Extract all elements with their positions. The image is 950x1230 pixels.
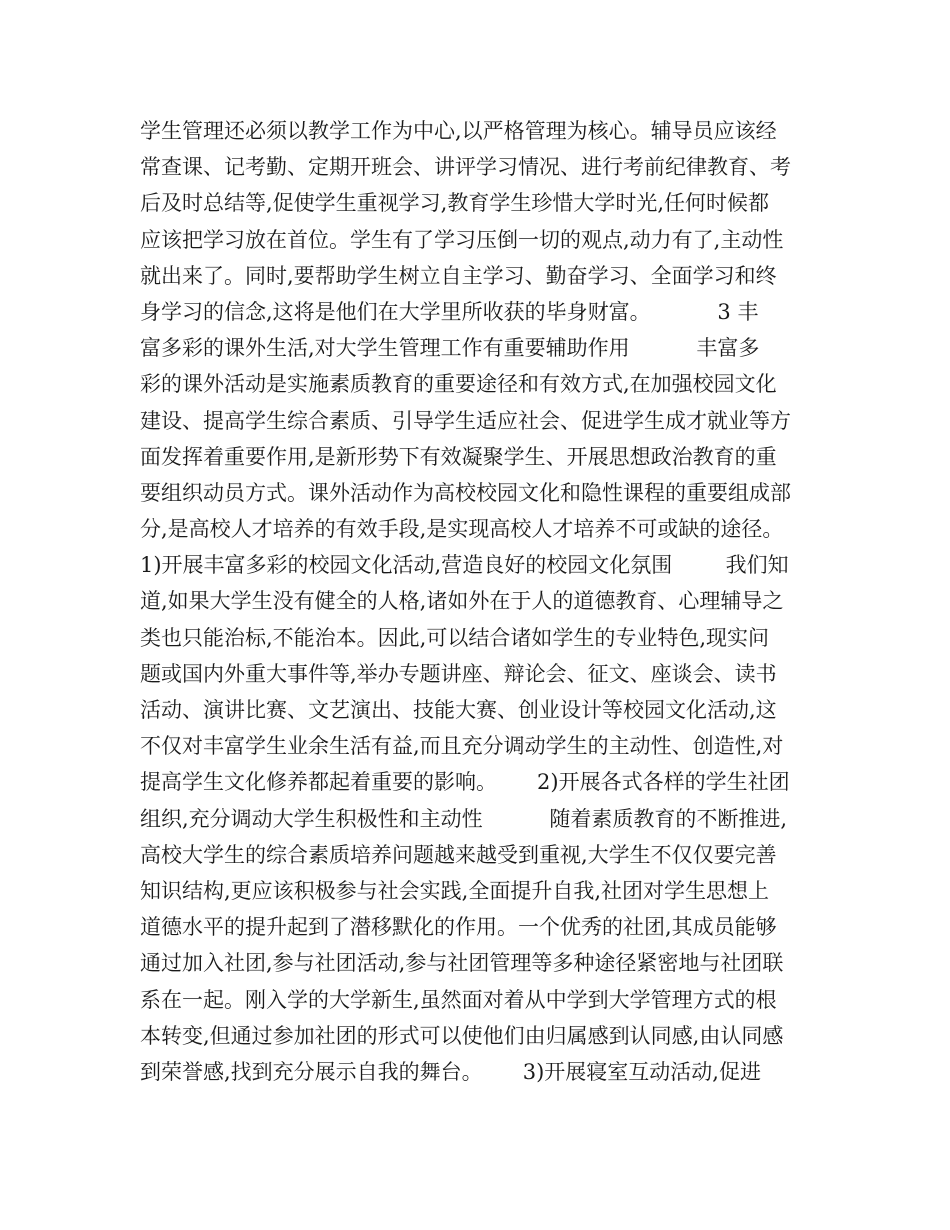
text-line: 应该把学习放在首位。学生有了学习压倒一切的观点,动力有了,主动性 (140, 227, 784, 252)
text-line: 组织,充分调动大学生积极性和主动性 随着素质教育的不断推进, (140, 806, 788, 831)
text-line: 身学习的信念,这将是他们在大学里所收获的毕身财富。 3 丰 (140, 299, 759, 324)
text-line: 面发挥着重要作用,是新形势下有效凝聚学生、开展思想政治教育的重 (140, 444, 777, 469)
text-line: 题或国内外重大事件等,举办专题讲座、辩论会、征文、座谈会、读书 (140, 661, 777, 686)
text-line: 道德水平的提升起到了潜移默化的作用。一个优秀的社团,其成员能够 (140, 915, 777, 940)
text-line: 后及时总结等,促使学生重视学习,教育学生珍惜大学时光,任何时候都 (140, 191, 770, 216)
text-line: 彩的课外活动是实施素质教育的重要途径和有效方式,在加强校园文化 (140, 372, 777, 397)
text-line: 建设、提高学生综合素质、引导学生适应社会、促进学生成才就业等方 (140, 408, 791, 433)
text-line: 1)开展丰富多彩的校园文化活动,营造良好的校园文化氛围 我们知 (140, 553, 789, 578)
text-line: 活动、演讲比赛、文艺演出、技能大赛、创业设计等校园文化活动,这 (140, 698, 777, 722)
text-line: 高校大学生的综合素质培养问题越来越受到重视,大学生不仅仅要完善 (140, 842, 777, 867)
text-line: 提高学生文化修养都起着重要的影响。 2)开展各式各样的学生社团 (140, 770, 790, 795)
body-text (140, 113, 820, 1090)
text-line: 富多彩的课外生活,对大学生管理工作有重要辅助作用 丰富多 (140, 336, 760, 361)
text-line: 学生管理还必须以教学工作为中心,以严格管理为核心。辅导员应该经 (140, 119, 777, 143)
text-line: 道,如果大学生没有健全的人格,诸如外在于人的道德教育、心理辅导之 (140, 589, 784, 614)
text-line: 常查课、记考勤、定期开班会、讲评学习情况、进行考前纪律教育、考 (140, 155, 791, 180)
text-line: 类也只能治标,不能治本。因此,可以结合诸如学生的专业特色,现实问 (140, 625, 770, 650)
text-line: 本转变,但通过参加社团的形式可以使他们由归属感到认同感,由认同感 (140, 1023, 784, 1048)
text-line: 到荣誉感,找到充分展示自我的舞台。 3)开展寝室互动活动,促进 (140, 1059, 761, 1084)
text-line: 系在一起。刚入学的大学新生,虽然面对着从中学到大学管理方式的根 (140, 987, 777, 1012)
text-line: 通过加入社团,参与社团活动,参与社团管理等多种途径紧密地与社团联 (140, 951, 784, 976)
text-line: 要组织动员方式。课外活动作为高校校园文化和隐性课程的重要组成部 (140, 480, 791, 505)
text-line: 就出来了。同时,要帮助学生树立自主学习、勤奋学习、全面学习和终 (140, 263, 777, 288)
text-line: 不仅对丰富学生业余生活有益,而且充分调动学生的主动性、创造性,对 (140, 734, 784, 759)
text-line: 知识结构,更应该积极参与社会实践,全面提升自我,社团对学生思想上 (140, 878, 770, 903)
text-line: 分,是高校人才培养的有效手段,是实现高校人才培养不可或缺的途径。 (140, 517, 784, 542)
